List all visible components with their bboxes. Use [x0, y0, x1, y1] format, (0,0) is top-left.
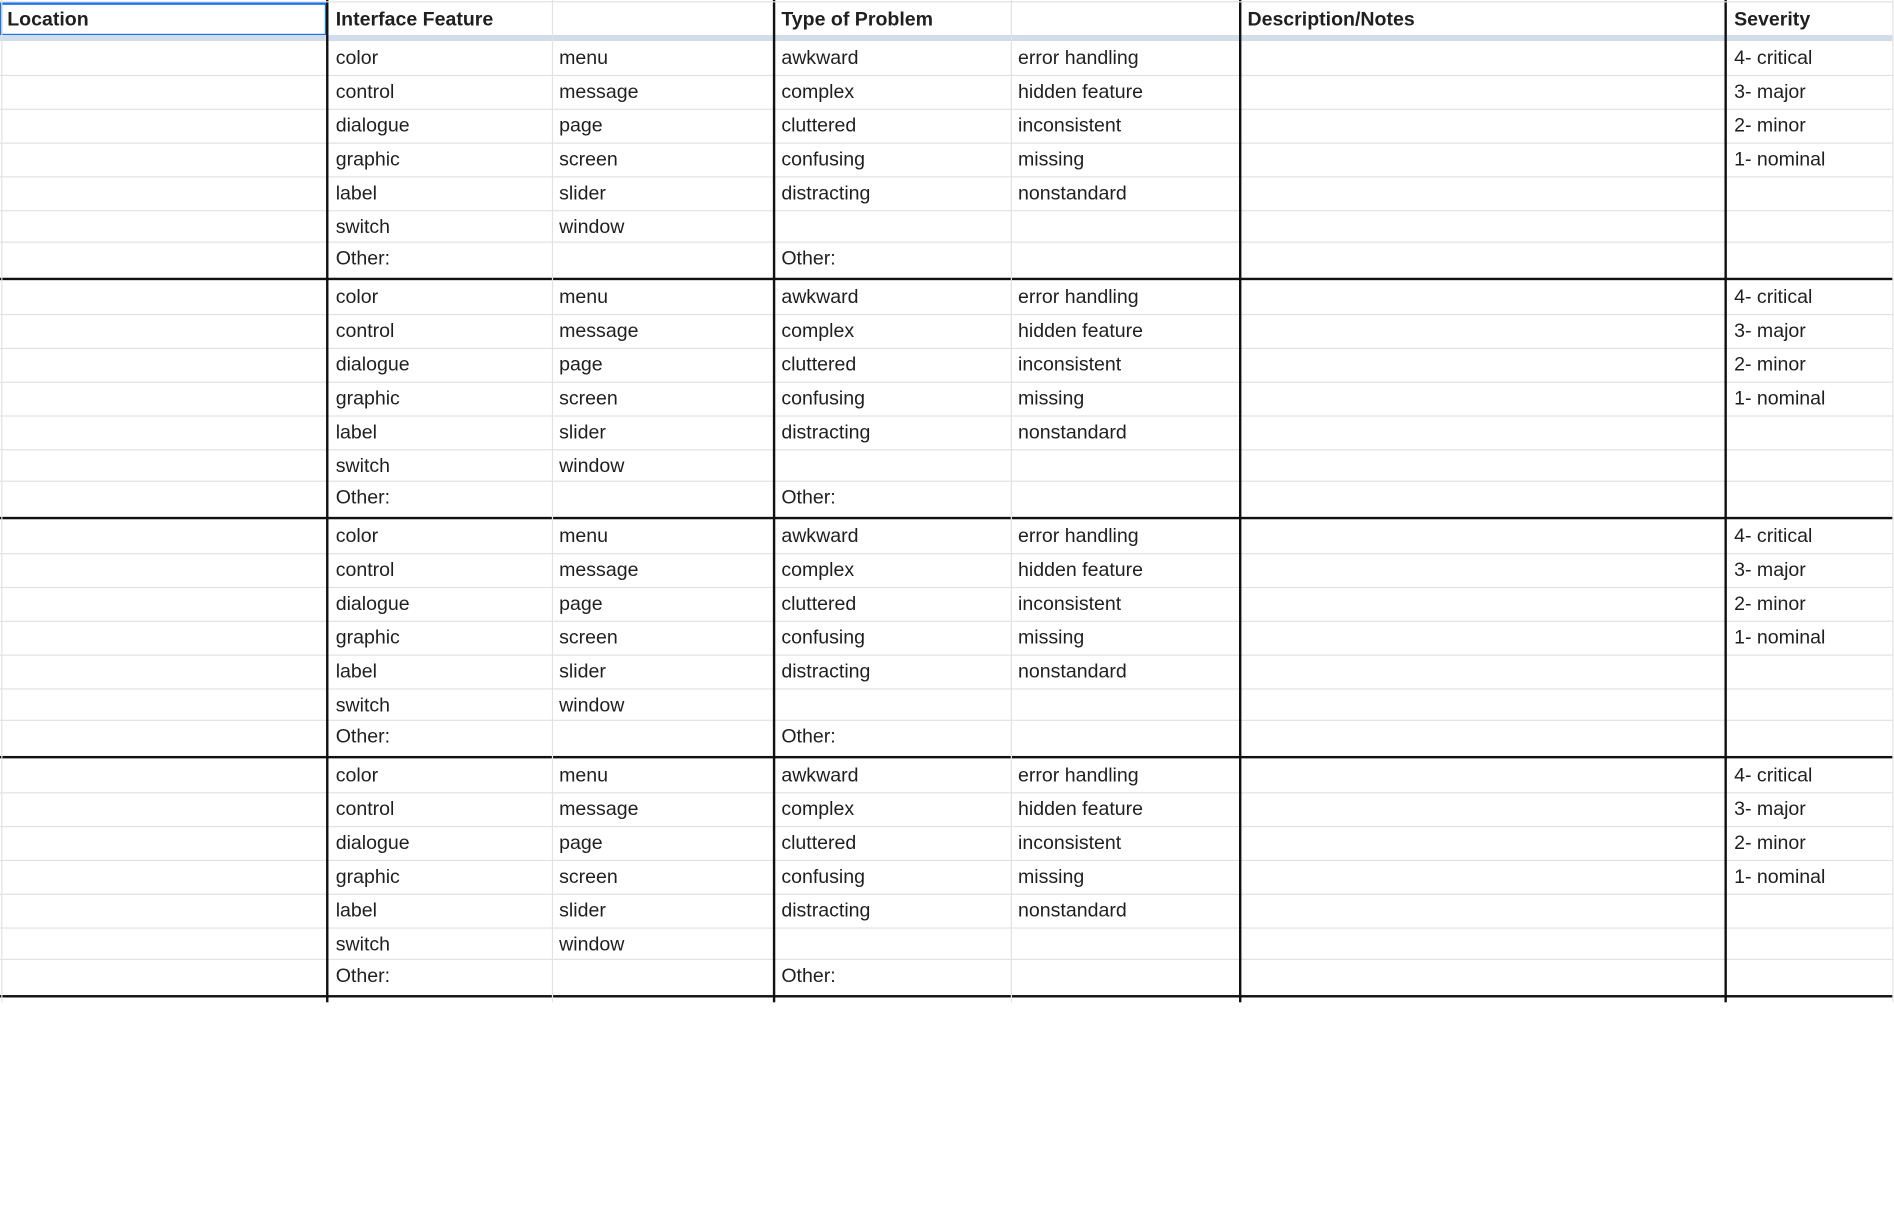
cell-description[interactable]: [1240, 894, 1725, 928]
cell-location[interactable]: [0, 348, 327, 382]
cell-feature-b[interactable]: message: [559, 320, 639, 342]
cell-severity[interactable]: 3- major: [1734, 559, 1806, 581]
cell-problem-b[interactable]: [1011, 481, 1239, 515]
cell-severity[interactable]: [1727, 415, 1894, 449]
cell-feature-a[interactable]: control: [335, 798, 395, 820]
cell-problem-b[interactable]: error handling: [1018, 286, 1139, 308]
cell-problem-b[interactable]: inconsistent: [1018, 114, 1122, 137]
cell-location[interactable]: [0, 894, 327, 928]
cell-location[interactable]: [0, 860, 327, 894]
cell-feature-b[interactable]: screen: [559, 148, 618, 171]
cell-feature-a[interactable]: control: [335, 80, 395, 103]
cell-description[interactable]: [1240, 655, 1725, 689]
cell-problem-a[interactable]: [774, 449, 1011, 480]
cell-feature-a[interactable]: control: [335, 559, 395, 581]
cell-location[interactable]: [0, 758, 327, 792]
cell-location[interactable]: [0, 314, 327, 348]
cell-feature-a[interactable]: label: [335, 899, 378, 922]
cell-feature-a[interactable]: color: [335, 286, 379, 308]
cell-severity[interactable]: 3- major: [1734, 320, 1806, 342]
cell-feature-a[interactable]: Other:: [335, 964, 391, 987]
cell-problem-a[interactable]: Other:: [781, 486, 836, 509]
cell-feature-b[interactable]: screen: [559, 626, 618, 649]
cell-feature-b[interactable]: screen: [559, 387, 618, 410]
cell-severity[interactable]: 3- major: [1734, 80, 1806, 103]
cell-severity[interactable]: [1727, 176, 1894, 210]
cell-location[interactable]: [0, 176, 327, 210]
cell-problem-b[interactable]: error handling: [1018, 47, 1139, 69]
cell-feature-b[interactable]: window: [559, 694, 625, 717]
cell-problem-a[interactable]: cluttered: [781, 832, 857, 854]
header-severity[interactable]: Severity: [1734, 8, 1811, 31]
cell-description[interactable]: [1240, 826, 1725, 860]
cell-problem-a[interactable]: distracting: [781, 421, 871, 444]
cell-feature-b[interactable]: [552, 481, 773, 515]
cell-problem-a[interactable]: awkward: [781, 286, 859, 308]
cell-severity[interactable]: 2- minor: [1734, 353, 1806, 376]
cell-description[interactable]: [1240, 41, 1725, 75]
cell-description[interactable]: [1240, 621, 1725, 655]
cell-description[interactable]: [1240, 688, 1725, 719]
cell-location[interactable]: [0, 519, 327, 553]
cell-problem-a[interactable]: complex: [781, 559, 855, 581]
cell-feature-a[interactable]: label: [335, 182, 378, 205]
cell-description[interactable]: [1240, 314, 1725, 348]
cell-severity[interactable]: [1727, 449, 1894, 480]
cell-problem-b[interactable]: nonstandard: [1018, 182, 1127, 205]
cell-problem-b[interactable]: inconsistent: [1018, 353, 1122, 376]
cell-feature-a[interactable]: graphic: [335, 148, 400, 171]
cell-feature-b[interactable]: menu: [559, 764, 609, 787]
cell-problem-b[interactable]: hidden feature: [1018, 559, 1144, 581]
cell-problem-a[interactable]: awkward: [781, 764, 859, 787]
cell-problem-a[interactable]: Other:: [781, 964, 836, 987]
cell-feature-a[interactable]: switch: [335, 694, 391, 717]
cell-severity[interactable]: [1727, 210, 1894, 241]
cell-location[interactable]: [0, 587, 327, 621]
cell-feature-b[interactable]: slider: [559, 660, 606, 683]
cell-location[interactable]: [0, 41, 327, 75]
cell-description[interactable]: [1240, 176, 1725, 210]
cell-problem-a[interactable]: [774, 688, 1011, 719]
cell-feature-b[interactable]: page: [559, 353, 603, 376]
cell-problem-b[interactable]: missing: [1018, 148, 1085, 171]
cell-description[interactable]: [1240, 242, 1725, 276]
cell-location[interactable]: [0, 242, 327, 276]
cell-feature-b[interactable]: message: [559, 559, 639, 581]
cell-severity[interactable]: [1727, 242, 1894, 276]
cell-severity[interactable]: [1727, 959, 1894, 993]
cell-description[interactable]: [1240, 142, 1725, 176]
cell-feature-a[interactable]: graphic: [335, 865, 400, 888]
cell-location[interactable]: [0, 109, 327, 143]
cell-description[interactable]: [1240, 210, 1725, 241]
cell-description[interactable]: [1240, 382, 1725, 416]
cell-problem-a[interactable]: Other:: [781, 247, 836, 270]
cell-location[interactable]: [0, 959, 327, 993]
cell-problem-a[interactable]: cluttered: [781, 592, 857, 615]
cell-description[interactable]: [1240, 519, 1725, 553]
cell-problem-a[interactable]: cluttered: [781, 114, 857, 137]
cell-problem-b[interactable]: nonstandard: [1018, 421, 1127, 444]
cell-feature-a[interactable]: graphic: [335, 626, 400, 649]
cell-problem-a[interactable]: confusing: [781, 626, 866, 649]
cell-location[interactable]: [0, 553, 327, 587]
cell-feature-b[interactable]: [552, 720, 773, 754]
cell-location[interactable]: [0, 688, 327, 719]
cell-feature-b[interactable]: window: [559, 216, 625, 238]
cell-feature-a[interactable]: dialogue: [335, 114, 410, 137]
cell-location[interactable]: [0, 142, 327, 176]
cell-description[interactable]: [1240, 959, 1725, 993]
cell-description[interactable]: [1240, 481, 1725, 515]
cell-problem-b[interactable]: missing: [1018, 626, 1085, 649]
cell-severity[interactable]: 1- nominal: [1734, 626, 1826, 649]
header-interface-feature[interactable]: Interface Feature: [335, 8, 494, 31]
cell-description[interactable]: [1240, 758, 1725, 792]
cell-problem-a[interactable]: [774, 927, 1011, 958]
cell-problem-b[interactable]: [1011, 210, 1239, 241]
cell-problem-b[interactable]: [1011, 242, 1239, 276]
cell-severity[interactable]: 4- critical: [1734, 764, 1813, 787]
cell-description[interactable]: [1240, 553, 1725, 587]
cell-problem-a[interactable]: Other:: [781, 725, 836, 748]
cell-feature-b[interactable]: page: [559, 832, 603, 854]
cell-feature-b[interactable]: menu: [559, 286, 609, 308]
cell-problem-b[interactable]: error handling: [1018, 525, 1139, 548]
cell-severity[interactable]: 1- nominal: [1734, 865, 1826, 888]
cell-feature-a[interactable]: Other:: [335, 486, 391, 509]
cell-severity[interactable]: 2- minor: [1734, 832, 1806, 854]
top-gridline: [0, 1, 1894, 2]
cell-feature-b[interactable]: slider: [559, 899, 606, 922]
cell-feature-b[interactable]: page: [559, 592, 603, 615]
cell-problem-b[interactable]: inconsistent: [1018, 832, 1122, 854]
cell-problem-b[interactable]: missing: [1018, 387, 1085, 410]
cell-problem-a[interactable]: distracting: [781, 182, 871, 205]
cell-problem-b[interactable]: [1011, 688, 1239, 719]
cell-problem-b[interactable]: inconsistent: [1018, 592, 1122, 615]
cell-feature-b[interactable]: window: [559, 933, 625, 956]
cell-problem-b[interactable]: error handling: [1018, 764, 1139, 787]
cell-problem-a[interactable]: confusing: [781, 865, 866, 888]
cell-location[interactable]: [0, 382, 327, 416]
cell-severity[interactable]: [1727, 688, 1894, 719]
cell-severity[interactable]: [1727, 720, 1894, 754]
cell-severity[interactable]: 4- critical: [1734, 286, 1813, 308]
cell-location[interactable]: [0, 210, 327, 241]
cell-feature-a[interactable]: graphic: [335, 387, 400, 410]
cell-problem-a[interactable]: distracting: [781, 899, 871, 922]
cell-location[interactable]: [0, 481, 327, 515]
cell-feature-b[interactable]: message: [559, 80, 639, 103]
cell-feature-a[interactable]: dialogue: [335, 592, 410, 615]
cell-feature-a[interactable]: switch: [335, 455, 391, 478]
cell-location[interactable]: [0, 415, 327, 449]
cell-severity[interactable]: [1727, 927, 1894, 958]
cell-location[interactable]: [0, 826, 327, 860]
cell-description[interactable]: [1240, 280, 1725, 314]
cell-problem-b[interactable]: [1011, 449, 1239, 480]
cell-problem-a[interactable]: complex: [781, 798, 855, 820]
cell-problem-a[interactable]: complex: [781, 320, 855, 342]
cell-description[interactable]: [1240, 927, 1725, 958]
cell-severity[interactable]: 4- critical: [1734, 47, 1813, 69]
cell-location[interactable]: [0, 75, 327, 109]
cell-description[interactable]: [1240, 792, 1725, 826]
cell-feature-a[interactable]: color: [335, 47, 379, 69]
cell-feature-a[interactable]: switch: [335, 933, 391, 956]
cell-feature-a[interactable]: Other:: [335, 247, 391, 270]
cell-feature-b[interactable]: menu: [559, 47, 609, 69]
cell-feature-b[interactable]: screen: [559, 865, 618, 888]
cell-feature-a[interactable]: color: [335, 764, 379, 787]
cell-location[interactable]: [0, 720, 327, 754]
cell-location[interactable]: [0, 655, 327, 689]
cell-description[interactable]: [1240, 415, 1725, 449]
cell-problem-a[interactable]: cluttered: [781, 353, 857, 376]
cell-feature-a[interactable]: Other:: [335, 725, 391, 748]
cell-feature-a[interactable]: color: [335, 525, 379, 548]
cell-severity[interactable]: 4- critical: [1734, 525, 1813, 548]
cell-location[interactable]: [0, 449, 327, 480]
cell-problem-b[interactable]: missing: [1018, 865, 1085, 888]
cell-severity[interactable]: [1727, 894, 1894, 928]
cell-problem-a[interactable]: distracting: [781, 660, 871, 683]
cell-problem-b[interactable]: hidden feature: [1018, 798, 1144, 820]
cell-problem-a[interactable]: confusing: [781, 387, 866, 410]
cell-problem-b[interactable]: nonstandard: [1018, 899, 1127, 922]
cell-feature-a[interactable]: control: [335, 320, 395, 342]
cell-feature-a[interactable]: switch: [335, 216, 391, 238]
cell-description[interactable]: [1240, 720, 1725, 754]
cell-feature-b[interactable]: page: [559, 114, 603, 137]
cell-description[interactable]: [1240, 860, 1725, 894]
cell-location[interactable]: [0, 621, 327, 655]
cell-severity[interactable]: [1727, 481, 1894, 515]
cell-location[interactable]: [0, 280, 327, 314]
cell-feature-b[interactable]: menu: [559, 525, 609, 548]
cell-problem-b[interactable]: [1011, 927, 1239, 958]
cell-problem-a[interactable]: complex: [781, 80, 855, 103]
cell-feature-b[interactable]: [552, 959, 773, 993]
header-description-notes[interactable]: Description/Notes: [1247, 8, 1415, 31]
cell-severity[interactable]: 1- nominal: [1734, 148, 1826, 171]
cell-location[interactable]: [0, 792, 327, 826]
cell-description[interactable]: [1240, 348, 1725, 382]
cell-location[interactable]: [0, 927, 327, 958]
header-type-of-problem[interactable]: Type of Problem: [781, 8, 934, 31]
group-separator: [0, 995, 1894, 997]
cell-problem-b[interactable]: hidden feature: [1018, 80, 1144, 103]
cell-problem-b[interactable]: nonstandard: [1018, 660, 1127, 683]
header-location[interactable]: Location: [0, 2, 327, 36]
cell-problem-a[interactable]: awkward: [781, 47, 859, 69]
cell-problem-a[interactable]: awkward: [781, 525, 859, 548]
cell-problem-b[interactable]: [1011, 959, 1239, 993]
cell-description[interactable]: [1240, 449, 1725, 480]
cell-severity[interactable]: [1727, 655, 1894, 689]
cell-feature-b[interactable]: message: [559, 798, 639, 820]
cell-feature-a[interactable]: dialogue: [335, 353, 410, 376]
cell-feature-a[interactable]: dialogue: [335, 832, 410, 854]
cell-description[interactable]: [1240, 587, 1725, 621]
cell-description[interactable]: [1240, 109, 1725, 143]
cell-feature-b[interactable]: slider: [559, 421, 606, 444]
cell-problem-a[interactable]: confusing: [781, 148, 866, 171]
cell-feature-b[interactable]: window: [559, 455, 625, 478]
cell-severity[interactable]: 2- minor: [1734, 114, 1806, 137]
cell-feature-b[interactable]: [552, 242, 773, 276]
cell-feature-a[interactable]: label: [335, 660, 378, 683]
cell-severity[interactable]: 1- nominal: [1734, 387, 1826, 410]
cell-problem-b[interactable]: hidden feature: [1018, 320, 1144, 342]
cell-feature-b[interactable]: slider: [559, 182, 606, 205]
cell-problem-a[interactable]: [774, 210, 1011, 241]
cell-feature-a[interactable]: label: [335, 421, 378, 444]
cell-problem-b[interactable]: [1011, 720, 1239, 754]
cell-severity[interactable]: 3- major: [1734, 798, 1806, 820]
cell-severity[interactable]: 2- minor: [1734, 592, 1806, 615]
cell-description[interactable]: [1240, 75, 1725, 109]
